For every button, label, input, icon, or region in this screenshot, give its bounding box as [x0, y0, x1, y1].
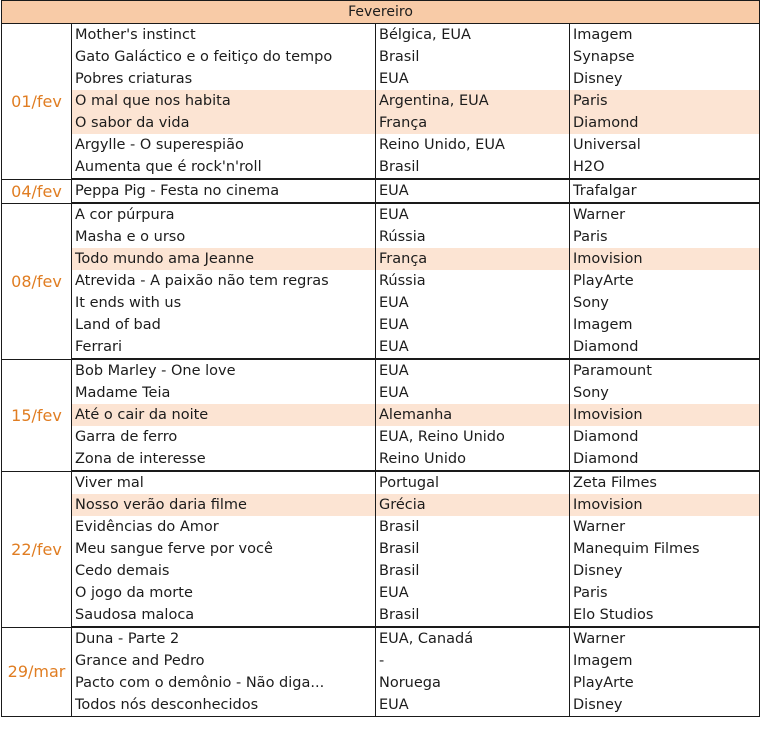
distributor-cell: Disney — [570, 68, 760, 90]
distributor-cell: Diamond — [570, 426, 760, 448]
table-row — [2, 426, 760, 448]
distributor-cell: Warner — [570, 203, 760, 226]
country-cell: Argentina, EUA — [376, 90, 570, 112]
distributor-cell: Sony — [570, 292, 760, 314]
table-row — [2, 471, 760, 494]
country-cell: EUA — [376, 694, 570, 717]
movie-title-cell: Pobres criaturas — [72, 68, 376, 90]
country-cell: Rússia — [376, 270, 570, 292]
movie-title-cell: Land of bad — [72, 314, 376, 336]
release-date-cell: 15/fev — [2, 359, 72, 471]
movie-title-cell: A cor púrpura — [72, 203, 376, 226]
release-date-cell: 01/fev — [2, 24, 72, 180]
movie-title-cell: It ends with us — [72, 292, 376, 314]
table-row — [2, 382, 760, 404]
country-cell: EUA — [376, 203, 570, 226]
distributor-cell: Zeta Filmes — [570, 471, 760, 494]
movie-title-cell: Todos nós desconhecidos — [72, 694, 376, 717]
movie-title-cell: Bob Marley - One love — [72, 359, 376, 382]
distributor-cell: H2O — [570, 156, 760, 179]
table-row — [2, 179, 760, 203]
distributor-cell: Paris — [570, 90, 760, 112]
distributor-cell: Diamond — [570, 448, 760, 471]
table-row — [2, 68, 760, 90]
movie-title-cell: Argylle - O superespião — [72, 134, 376, 156]
table-row — [2, 203, 760, 226]
movie-title-cell: Duna - Parte 2 — [72, 627, 376, 650]
table-row — [2, 672, 760, 694]
table-row — [2, 604, 760, 627]
country-cell: Brasil — [376, 604, 570, 627]
release-schedule-table — [1, 0, 760, 717]
movie-title-cell: O jogo da morte — [72, 582, 376, 604]
table-header-row — [2, 1, 760, 24]
release-date-cell: 08/fev — [2, 203, 72, 359]
distributor-cell: Imagem — [570, 314, 760, 336]
movie-title-cell: Pacto com o demônio - Não diga... — [72, 672, 376, 694]
country-cell: EUA, Reino Unido — [376, 426, 570, 448]
distributor-cell: PlayArte — [570, 270, 760, 292]
table-row — [2, 650, 760, 672]
table-row — [2, 336, 760, 359]
movie-title-cell: Todo mundo ama Jeanne — [72, 248, 376, 270]
month-header: Fevereiro — [2, 1, 760, 24]
table-row — [2, 270, 760, 292]
table-row — [2, 292, 760, 314]
release-date-cell: 29/mar — [2, 627, 72, 717]
table-row — [2, 156, 760, 179]
table-body — [2, 24, 760, 717]
country-cell: Grécia — [376, 494, 570, 516]
country-cell: EUA — [376, 314, 570, 336]
country-cell: Brasil — [376, 538, 570, 560]
movie-title-cell: Mother's instinct — [72, 24, 376, 47]
country-cell: EUA — [376, 179, 570, 203]
movie-title-cell: Garra de ferro — [72, 426, 376, 448]
distributor-cell: Diamond — [570, 112, 760, 134]
movie-title-cell: Ferrari — [72, 336, 376, 359]
distributor-cell: Imovision — [570, 494, 760, 516]
distributor-cell: Elo Studios — [570, 604, 760, 627]
table-row — [2, 494, 760, 516]
movie-title-cell: O sabor da vida — [72, 112, 376, 134]
distributor-cell: Trafalgar — [570, 179, 760, 203]
distributor-cell: Paris — [570, 226, 760, 248]
distributor-cell: Universal — [570, 134, 760, 156]
country-cell: Brasil — [376, 560, 570, 582]
distributor-cell: Disney — [570, 560, 760, 582]
country-cell: França — [376, 112, 570, 134]
distributor-cell: Warner — [570, 516, 760, 538]
table-row — [2, 134, 760, 156]
distributor-cell: Paris — [570, 582, 760, 604]
distributor-cell: Imovision — [570, 404, 760, 426]
distributor-cell: Imagem — [570, 650, 760, 672]
movie-title-cell: Grance and Pedro — [72, 650, 376, 672]
country-cell: - — [376, 650, 570, 672]
table-row — [2, 694, 760, 717]
table-row — [2, 248, 760, 270]
movie-title-cell: Até o cair da noite — [72, 404, 376, 426]
country-cell: Portugal — [376, 471, 570, 494]
release-date-cell: 04/fev — [2, 179, 72, 203]
movie-title-cell: Aumenta que é rock'n'roll — [72, 156, 376, 179]
country-cell: EUA, Canadá — [376, 627, 570, 650]
table-row — [2, 627, 760, 650]
country-cell: Rússia — [376, 226, 570, 248]
table-row — [2, 112, 760, 134]
movie-title-cell: Peppa Pig - Festa no cinema — [72, 179, 376, 203]
release-date-cell: 22/fev — [2, 471, 72, 627]
distributor-cell: Paramount — [570, 359, 760, 382]
country-cell: Brasil — [376, 46, 570, 68]
country-cell: Brasil — [376, 516, 570, 538]
distributor-cell: Diamond — [570, 336, 760, 359]
country-cell: EUA — [376, 68, 570, 90]
movie-title-cell: Saudosa maloca — [72, 604, 376, 627]
distributor-cell: PlayArte — [570, 672, 760, 694]
movie-title-cell: Atrevida - A paixão não tem regras — [72, 270, 376, 292]
distributor-cell: Imagem — [570, 24, 760, 47]
table-row — [2, 404, 760, 426]
movie-title-cell: Nosso verão daria filme — [72, 494, 376, 516]
country-cell: Alemanha — [376, 404, 570, 426]
distributor-cell: Warner — [570, 627, 760, 650]
table-row — [2, 359, 760, 382]
movie-title-cell: Gato Galáctico e o feitiço do tempo — [72, 46, 376, 68]
movie-title-cell: Meu sangue ferve por você — [72, 538, 376, 560]
movie-title-cell: Masha e o urso — [72, 226, 376, 248]
table-row — [2, 448, 760, 471]
table-row — [2, 24, 760, 47]
table-row — [2, 46, 760, 68]
table-row — [2, 560, 760, 582]
distributor-cell: Imovision — [570, 248, 760, 270]
movie-title-cell: Viver mal — [72, 471, 376, 494]
table-row — [2, 226, 760, 248]
movie-title-cell: Cedo demais — [72, 560, 376, 582]
distributor-cell: Sony — [570, 382, 760, 404]
country-cell: Reino Unido, EUA — [376, 134, 570, 156]
movie-title-cell: Evidências do Amor — [72, 516, 376, 538]
movie-title-cell: O mal que nos habita — [72, 90, 376, 112]
distributor-cell: Disney — [570, 694, 760, 717]
table-row — [2, 516, 760, 538]
country-cell: Reino Unido — [376, 448, 570, 471]
distributor-cell: Manequim Filmes — [570, 538, 760, 560]
country-cell: EUA — [376, 336, 570, 359]
country-cell: Bélgica, EUA — [376, 24, 570, 47]
movie-title-cell: Zona de interesse — [72, 448, 376, 471]
country-cell: EUA — [376, 359, 570, 382]
movie-title-cell: Madame Teia — [72, 382, 376, 404]
table-row — [2, 90, 760, 112]
country-cell: França — [376, 248, 570, 270]
distributor-cell: Synapse — [570, 46, 760, 68]
table-row — [2, 582, 760, 604]
country-cell: EUA — [376, 292, 570, 314]
table-row — [2, 314, 760, 336]
country-cell: Noruega — [376, 672, 570, 694]
country-cell: EUA — [376, 582, 570, 604]
country-cell: EUA — [376, 382, 570, 404]
country-cell: Brasil — [376, 156, 570, 179]
table-row — [2, 538, 760, 560]
